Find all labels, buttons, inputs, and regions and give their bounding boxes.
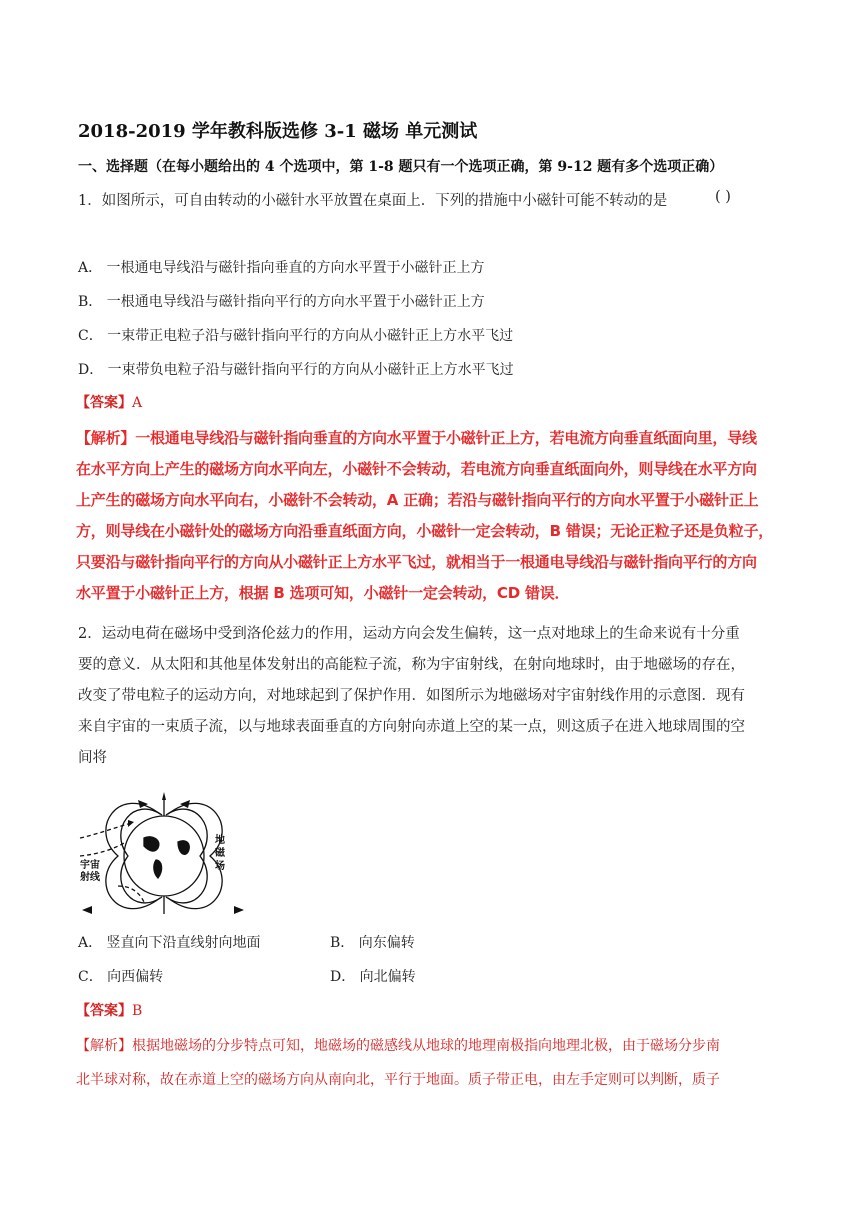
q2-stem-line: 来自宇宙的一束质子流，以与地球表面垂直的方向射向赤道上空的某一点，则这质子在进入地球周围的空 bbox=[78, 719, 745, 735]
q2-stem-line: 2．运动电荷在磁场中受到洛伦兹力的作用，运动方向会发生偏转，这一点对地球上的生命来说有十分重 bbox=[78, 626, 740, 642]
q2-option-a: A． 竖直向下沿直线射向地面 bbox=[78, 935, 261, 951]
q1-explanation-line: 在水平方向上产生的磁场方向水平向左，小磁针不会转动，若电流方向垂直纸面向外，则导线在水平方向 bbox=[76, 460, 757, 478]
q1-explanation-line: 上产生的磁场方向水平向右，小磁针不会转动，A 正确；若沿与磁针指向平行的方向水平置于小磁针正上 bbox=[76, 491, 759, 509]
q1-explanation-line: 方，则导线在小磁针处的磁场方向沿垂直纸面方向，小磁针一定会转动，B 错误；无论正粒子还是负粒子， bbox=[76, 522, 774, 540]
arrow-icon bbox=[82, 906, 92, 914]
q1-answer-value: A bbox=[132, 395, 143, 411]
q1-stem: 1．如图所示，可自由转动的小磁针水平放置在桌面上．下列的措施中小磁针可能不转动的是 bbox=[78, 193, 668, 209]
continent-shape bbox=[178, 841, 189, 855]
q2-explanation-line: 北半球对称，故在赤道上空的磁场方向从南向北，平行于地面。质子带正电，由左手定则可以判断，质子 bbox=[76, 1072, 720, 1088]
figure-label-cosmic-rays: 宇宙射线 bbox=[80, 860, 100, 883]
q1-explanation-line: 只要沿与磁针指向平行的方向从小磁针正上方水平飞过，就相当于一根通电导线沿与磁针指向平行的方向 bbox=[76, 553, 757, 571]
q2-option-d: D． 向北偏转 bbox=[330, 969, 416, 985]
earth-magnetic-field-figure bbox=[78, 790, 248, 920]
page-title: 2018-2019 学年教科版选修 3-1 磁场 单元测试 bbox=[78, 121, 478, 142]
arrow-icon bbox=[234, 906, 244, 914]
q2-option-b: B． 向东偏转 bbox=[330, 935, 415, 951]
q2-option-c: C． 向西偏转 bbox=[78, 969, 164, 985]
q2-stem-line: 改变了带电粒子的运动方向，对地球起到了保护作用．如图所示为地磁场对宇宙射线作用的示意图．现有 bbox=[78, 688, 745, 704]
q1-answer bbox=[76, 392, 142, 412]
arrow-icon bbox=[128, 820, 134, 827]
q1-explanation-line: 【解析】一根通电导线沿与磁针指向垂直的方向水平置于小磁针正上方，若电流方向垂直纸面向里，导线 bbox=[76, 429, 757, 447]
q1-answer-label: 【答案】 bbox=[76, 395, 132, 411]
continent-shape bbox=[154, 860, 162, 878]
earth-circle bbox=[124, 816, 204, 896]
q2-stem bbox=[78, 619, 790, 774]
q2-stem-line: 间将 bbox=[78, 750, 107, 766]
q2-answer-value: B bbox=[132, 1003, 143, 1019]
q1-option-a: A． 一根通电导线沿与磁针指向垂直的方向水平置于小磁针正上方 bbox=[78, 260, 485, 276]
q2-answer-label: 【答案】 bbox=[76, 1003, 132, 1019]
arrow-icon bbox=[162, 792, 166, 800]
cosmic-ray-path bbox=[80, 842, 126, 856]
q2-answer bbox=[76, 1000, 142, 1020]
section-heading: 一、选择题（在每小题给出的 4 个选项中，第 1-8 题只有一个选项正确，第 9-12 题有多个选项正确） bbox=[78, 159, 724, 175]
q1-explanation bbox=[76, 423, 788, 609]
q2-explanation bbox=[76, 1029, 788, 1097]
q1-explanation-line: 水平置于小磁针正上方，根据 B 选项可知，小磁针一定会转动，CD 错误． bbox=[76, 584, 570, 602]
figure-label-magnetic-field: 地磁场 bbox=[215, 835, 225, 872]
q1-bracket: ( ) bbox=[715, 189, 731, 205]
q1-option-d: D． 一束带负电粒子沿与磁针指向平行的方向从小磁针正上方水平飞过 bbox=[78, 362, 514, 378]
field-line bbox=[106, 803, 160, 908]
q1-option-b: B． 一根通电导线沿与磁针指向平行的方向水平置于小磁针正上方 bbox=[78, 294, 485, 310]
q1-option-c: C． 一束带正电粒子沿与磁针指向平行的方向从小磁针正上方水平飞过 bbox=[78, 328, 514, 344]
q2-explanation-line: 【解析】根据地磁场的分步特点可知，地磁场的磁感线从地球的地理南极指向地理北极，由于磁场分步南 bbox=[76, 1038, 720, 1054]
continent-shape bbox=[144, 837, 159, 851]
q2-stem-line: 要的意义．从太阳和其他星体发射出的高能粒子流，称为宇宙射线，在射向地球时，由于地磁场的存在， bbox=[78, 657, 745, 673]
